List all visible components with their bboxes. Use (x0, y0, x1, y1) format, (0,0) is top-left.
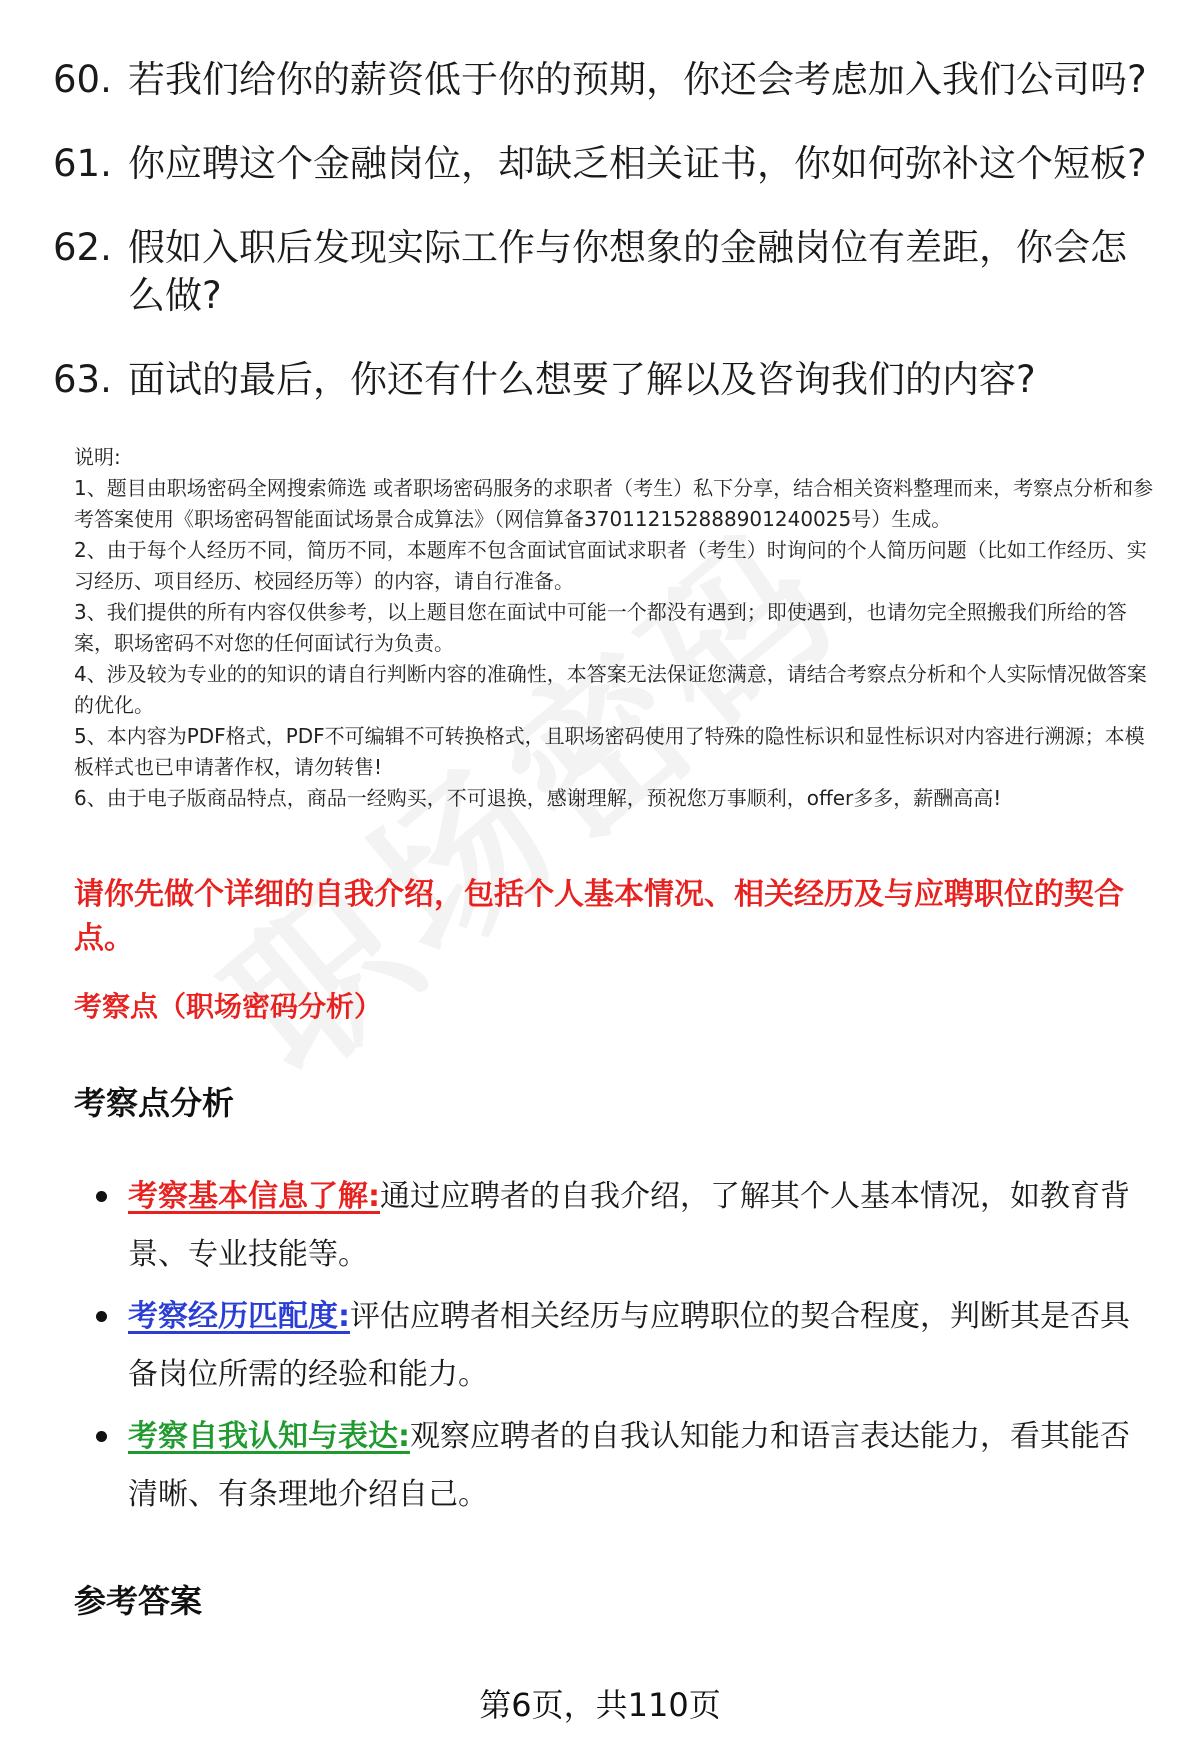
bullet-text: 观察应聘者的自我认知能力和语言表达能力，看其能否清晰、有条理地介绍自己。 (128, 1419, 1130, 1512)
note-item: 6、由于电子版商品特点，商品一经购买，不可退换，感谢理解，预祝您万事顺利，offer多多，薪酬高高! (74, 786, 1002, 810)
question-number: 63. (53, 358, 112, 401)
notes-heading: 说明: (74, 445, 121, 469)
bullet-label: 考察自我认知与表达: (128, 1419, 410, 1454)
bullet-dot-icon (96, 1311, 107, 1322)
bullet-label: 考察基本信息了解: (128, 1179, 380, 1214)
analysis-bullet-list (96, 1168, 1146, 1528)
question-item (53, 56, 1153, 104)
question-number: 61. (53, 142, 112, 185)
bullet-text: 通过应聘者的自我介绍，了解其个人基本情况，如教育背景、专业技能等。 (128, 1179, 1130, 1272)
question-text: 你应聘这个金融岗位，却缺乏相关证书，你如何弥补这个短板? (128, 142, 1147, 185)
question-list (53, 56, 1153, 440)
question-number: 60. (53, 58, 112, 101)
analysis-bullet (96, 1288, 1146, 1404)
main-question: 请你先做个详细的自我介绍，包括个人基本情况、相关经历及与应聘职位的契合点。 (74, 877, 1124, 956)
note-item: 5、本内容为PDF格式，PDF不可编辑不可转换格式，且职场密码使用了特殊的隐性标识和显性标识对内容进行溯源；本模板样式也已申请著作权，请勿转售! (74, 724, 1145, 779)
question-text: 假如入职后发现实际工作与你想象的金融岗位有差距，你会怎么做? (128, 226, 1127, 317)
bullet-dot-icon (96, 1191, 107, 1202)
note-item: 2、由于每个人经历不同，简历不同，本题库不包含面试官面试求职者（考生）时询问的个人简历问题（比如工作经历、实习经历、项目经历、校园经历等）的内容，请自行准备。 (74, 538, 1147, 593)
analysis-bullet (96, 1408, 1146, 1524)
analysis-bullet (96, 1168, 1146, 1284)
question-text: 面试的最后，你还有什么想要了解以及咨询我们的内容? (128, 358, 1036, 401)
question-text: 若我们给你的薪资低于你的预期，你还会考虑加入我们公司吗? (128, 58, 1147, 101)
section-title-analysis: 考察点分析 (74, 1084, 235, 1122)
note-item: 4、涉及较为专业的的知识的请自行判断内容的准确性，本答案无法保证您满意，请结合考察点分析和个人实际情况做答案的优化。 (74, 662, 1147, 717)
section-title-answer: 参考答案 (74, 1582, 203, 1620)
bullet-label: 考察经历匹配度: (128, 1299, 350, 1334)
notes-block (74, 442, 1154, 814)
note-item: 1、题目由职场密码全网搜索筛选 或者职场密码服务的求职者（考生）私下分享，结合相关资料整理而来，考察点分析和参考答案使用《职场密码智能面试场景合成算法》（网信算备370112152888901240025号）生成。 (74, 476, 1154, 531)
bullet-dot-icon (96, 1431, 107, 1442)
page-footer: 第6页，共110页 (479, 1686, 721, 1724)
note-item: 3、我们提供的所有内容仅供参考，以上题目您在面试中可能一个都没有遇到；即使遇到，也请勿完全照搬我们所给的答案，职场密码不对您的任何面试行为负责。 (74, 600, 1127, 655)
question-item (53, 224, 1153, 320)
bullet-text: 评估应聘者相关经历与应聘职位的契合程度，判断其是否具备岗位所需的经验和能力。 (128, 1299, 1130, 1392)
question-item (53, 140, 1153, 188)
analysis-label: 考察点（职场密码分析） (74, 990, 383, 1023)
question-number: 62. (53, 226, 112, 269)
question-item (53, 356, 1153, 404)
